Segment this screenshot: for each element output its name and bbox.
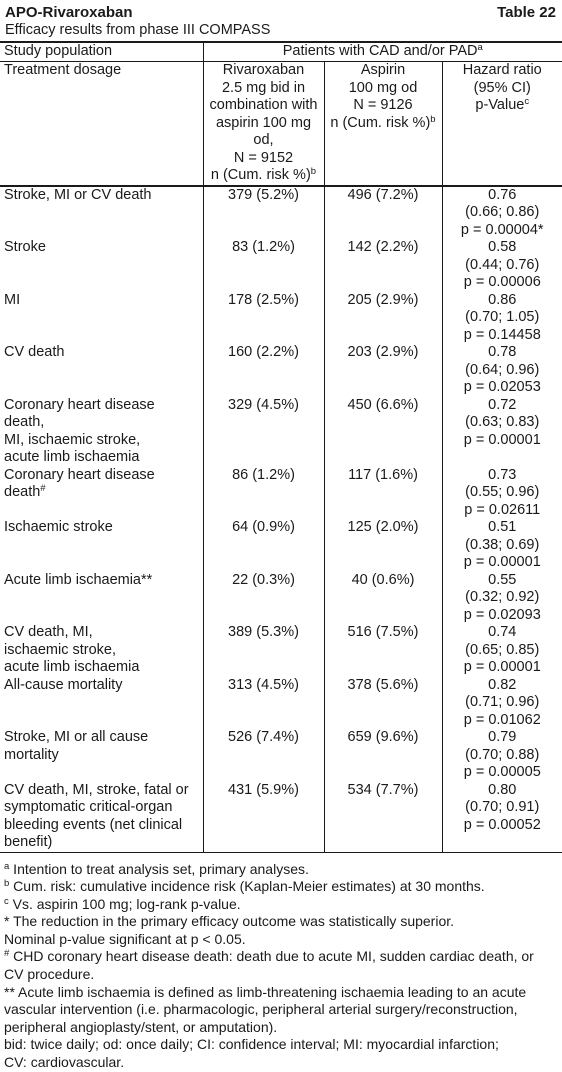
p-value: p = 0.00001 [463,659,541,675]
aspirin-column-header: Aspirin 100 mg od N = 9126 n (Cum. risk %)$^b$ [324,62,442,186]
rivaroxaban-value-cell: 64 (0.9%) [203,519,324,572]
hazard-ratio-cell [442,292,562,345]
table-row [0,239,562,292]
outcome-cell: CV death, MI, ischaemic stroke, acute limb ischaemia [4,624,140,675]
hazard-ratio-cell [442,729,562,782]
hazard-ratio-value: 0.51 [488,519,517,535]
p-value: p = 0.02611 [464,501,541,518]
hazard-ratio-value: 0.80 [488,781,517,798]
study-population-label: Study population [0,42,203,62]
document-title: APO-Rivaroxaban [5,4,133,21]
rivaroxaban-value-cell: 329 (4.5%) [203,397,324,467]
hazard-ratio-cell [442,239,562,292]
hazard-ratio-value: 0.79 [488,729,517,745]
table-row [0,467,562,520]
outcome-cell: All-cause mortality [4,676,123,693]
hazard-ratio-value: 0.73 [488,466,517,483]
aspirin-value-cell: 496 (7.2%) [324,186,442,240]
table-header [0,0,562,41]
p-value: p = 0.00001 [463,554,541,570]
hazard-ratio-cell [442,397,562,467]
rivaroxaban-value-cell: 431 (5.9%) [203,782,324,853]
column-header-row [0,62,562,186]
aspirin-value-cell: 450 (6.6%) [324,397,442,467]
rivaroxaban-value-cell: 83 (1.2%) [203,239,324,292]
confidence-interval: (0.65; 0.85) [465,641,540,658]
rivaroxaban-value-cell: 313 (4.5%) [203,677,324,730]
p-value: p = 0.00005 [463,764,541,780]
hazard-ratio-value: 0.55 [488,571,517,588]
efficacy-results-table [0,41,562,853]
table-row [0,519,562,572]
aspirin-value-cell: 534 (7.7%) [324,782,442,853]
rivaroxaban-value-cell: 389 (5.3%) [203,624,324,677]
aspirin-value-cell: 117 (1.6%) [324,467,442,520]
footnote-abbreviations: bid: twice daily; od: once daily; CI: confidence interval; MI: myocardial infarction; [4,1036,499,1053]
table-row [0,572,562,625]
aspirin-value-cell: 125 (2.0%) [324,519,442,572]
rivaroxaban-value-cell: 178 (2.5%) [203,292,324,345]
confidence-interval: (0.70; 1.05) [465,309,540,325]
p-value: p = 0.00006 [463,274,541,290]
footnote-hash: # CHD coronary heart disease death: death due to acute MI, sudden cardiac death, or [4,948,534,965]
footnotes [0,853,562,1072]
outcome-cell: CV death [4,344,65,360]
table-row [0,292,562,345]
aspirin-value-cell: 516 (7.5%) [324,624,442,677]
hazard-ratio-value: 0.76 [488,186,517,203]
table-row [0,782,562,853]
p-value: p = 0.14458 [463,326,541,343]
rivaroxaban-value-cell: 526 (7.4%) [203,729,324,782]
aspirin-value-cell: 659 (9.6%) [324,729,442,782]
aspirin-value-cell: 205 (2.9%) [324,292,442,345]
outcome-cell: Acute limb ischaemia** [4,571,153,588]
confidence-interval: (0.32; 0.92) [465,589,540,605]
population-header-row [0,42,562,62]
hazard-ratio-value: 0.74 [488,624,517,640]
hazard-ratio-column-header: Hazard ratio (95% CI) p-Value$^c$ [442,62,562,186]
footnote-hash-cont: CV procedure. [4,966,95,983]
treatment-dosage-label: Treatment dosage [0,62,203,186]
table-subtitle: Efficacy results from phase III COMPASS [5,21,271,38]
hazard-ratio-cell [442,519,562,572]
footnote-double-star-cont2: peripheral angioplasty/stent, or amputation). [4,1018,278,1035]
outcome-cell: Stroke, MI or CV death [4,186,152,203]
confidence-interval: (0.38; 0.69) [465,536,540,553]
footnote-c: $^c$ Vs. aspirin 100 mg; log-rank p-value. [4,895,241,912]
p-value: p = 0.02053 [463,379,541,395]
hazard-ratio-value: 0.78 [488,344,517,360]
hazard-ratio-value: 0.58 [488,239,517,255]
table-number: Table 22 [497,4,556,21]
outcome-cell: MI [4,291,21,308]
confidence-interval: (0.70; 0.91) [465,799,540,815]
hazard-ratio-cell [442,467,562,520]
table-row [0,344,562,397]
hazard-ratio-value: 0.82 [488,676,517,693]
confidence-interval: (0.64; 0.96) [465,361,540,378]
p-value: p = 0.01062 [463,711,541,728]
hazard-ratio-cell [442,677,562,730]
confidence-interval: (0.63; 0.83) [465,414,540,430]
rivaroxaban-value-cell: 379 (5.2%) [203,186,324,240]
footnote-double-star-cont: vascular intervention (i.e. pharmacologic, peripheral arterial surgery/reconstruction, [4,1001,518,1018]
outcome-cell: Stroke [4,239,46,255]
aspirin-value-cell: 203 (2.9%) [324,344,442,397]
aspirin-value-cell: 40 (0.6%) [324,572,442,625]
outcome-cell: Coronary heart disease death# [4,466,155,500]
confidence-interval: (0.55; 0.96) [465,484,540,500]
hazard-ratio-cell [442,572,562,625]
table-row [0,624,562,677]
hazard-ratio-cell [442,782,562,853]
hazard-ratio-cell [442,344,562,397]
p-value: p = 0.00004* [460,221,544,238]
footnote-abbreviations-cont: CV: cardiovascular. [4,1054,125,1071]
hazard-ratio-cell [442,186,562,240]
table-row [0,729,562,782]
table-row [0,397,562,467]
confidence-interval: (0.44; 0.76) [465,256,540,273]
rivaroxaban-value-cell: 22 (0.3%) [203,572,324,625]
rivaroxaban-value-cell: 86 (1.2%) [203,467,324,520]
rivaroxaban-column-header: Rivaroxaban 2.5 mg bid in combination with aspirin 100 mg od, N = 9152 n (Cum. risk %)$^b$ [203,62,324,186]
p-value: p = 0.02093 [463,606,541,623]
footnote-star-cont: Nominal p-value significant at p < 0.05. [4,930,246,947]
outcome-cell: Coronary heart disease death, MI, ischaemic stroke, acute limb ischaemia [4,396,155,465]
population-group-header: Patients with CAD and/or PAD$^a$ [203,42,562,62]
footnote-double-star: ** Acute limb ischaemia is defined as limb-threatening ischaemia leading to an acute [4,983,527,1000]
footnote-a: $^a$ Intention to treat analysis set, primary analyses. [4,860,309,877]
table-row [0,186,562,240]
outcome-cell: Stroke, MI or all cause mortality [4,729,149,763]
footnote-b: $^b$ Cum. risk: cumulative incidence risk (Kaplan-Meier estimates) at 30 months. [4,878,485,895]
hazard-ratio-value: 0.72 [488,396,517,413]
outcome-cell: CV death, MI, stroke, fatal or symptomatic critical-organ bleeding events (net clinical benefit) [0,782,203,853]
footnote-star: * The reduction in the primary efficacy outcome was statistically superior. [4,913,455,930]
p-value: p = 0.00001 [463,431,541,448]
p-value: p = 0.00052 [463,816,541,833]
table-row [0,677,562,730]
outcome-cell: Ischaemic stroke [4,519,113,535]
hazard-ratio-cell [442,624,562,677]
confidence-interval: (0.70; 0.88) [465,746,540,763]
hazard-ratio-value: 0.86 [488,291,517,308]
confidence-interval: (0.71; 0.96) [465,694,540,710]
aspirin-value-cell: 378 (5.6%) [324,677,442,730]
rivaroxaban-value-cell: 160 (2.2%) [203,344,324,397]
aspirin-value-cell: 142 (2.2%) [324,239,442,292]
confidence-interval: (0.66; 0.86) [465,204,540,220]
